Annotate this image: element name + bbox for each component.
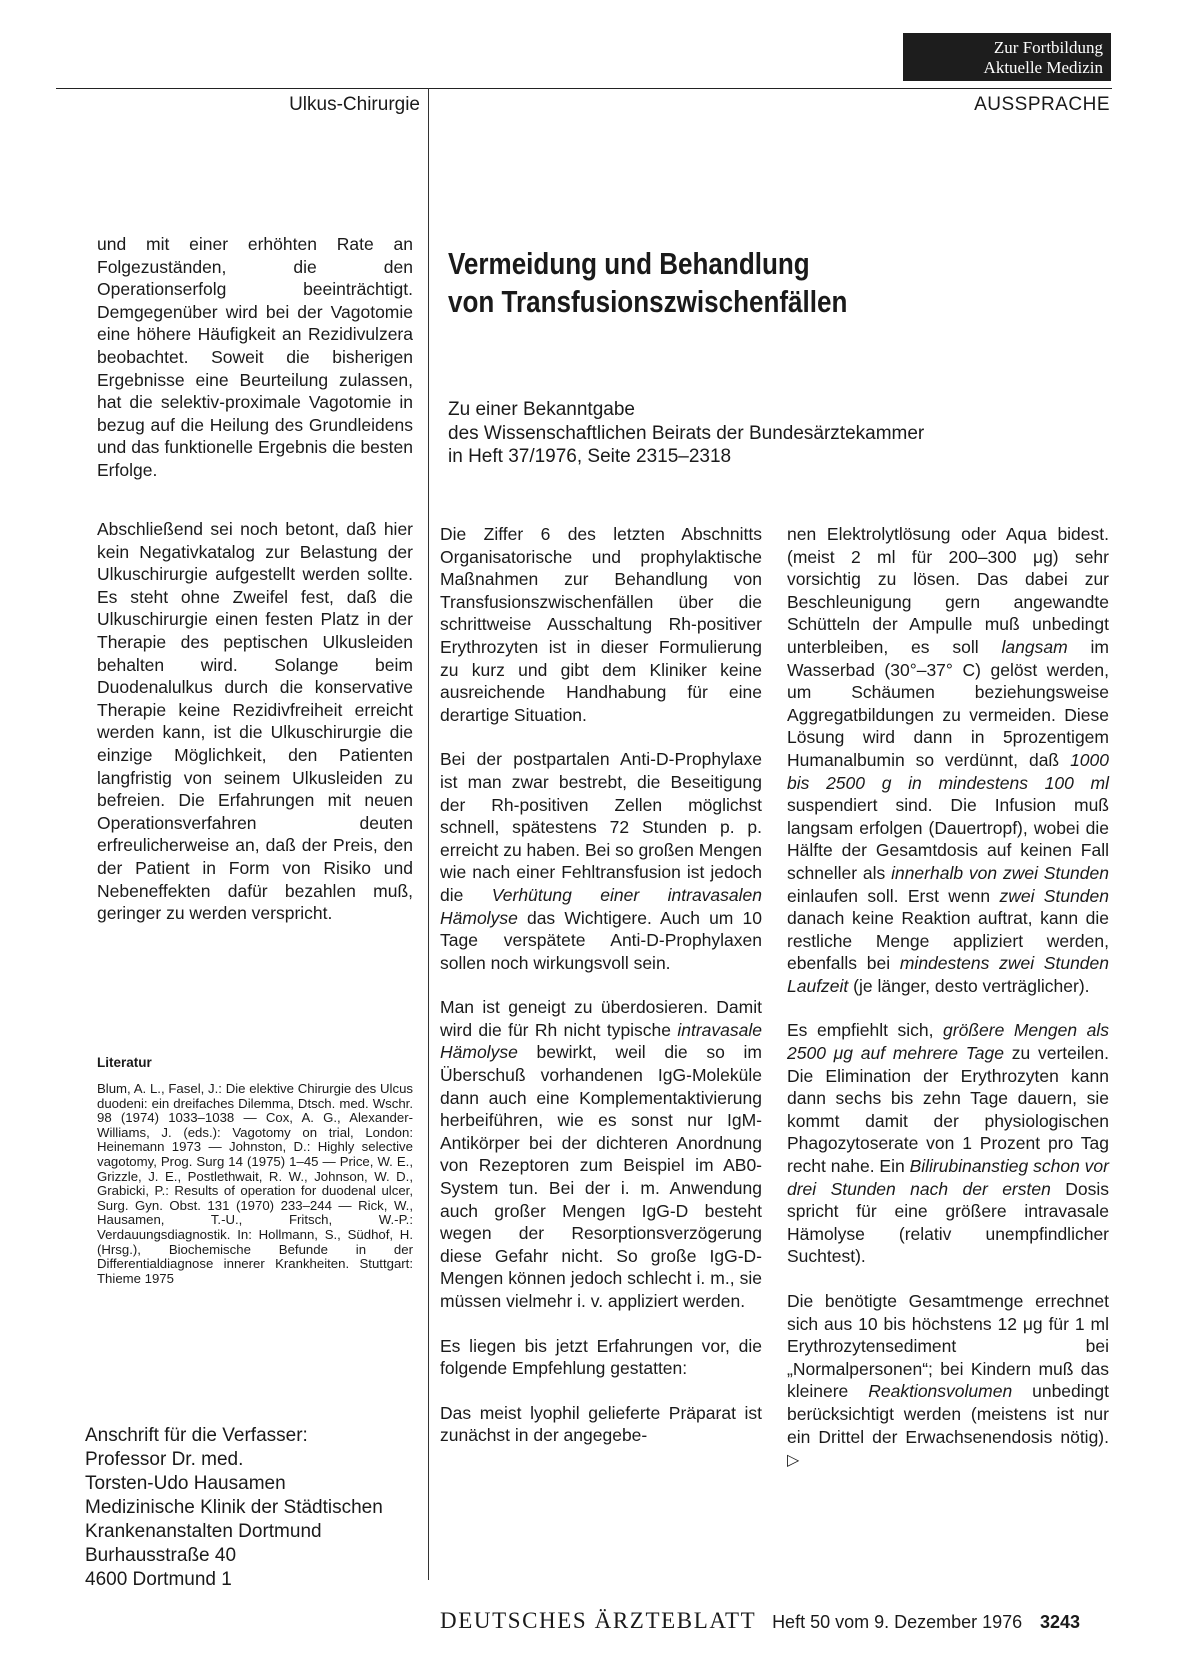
address-line: Anschrift für die Verfasser: bbox=[85, 1425, 308, 1446]
left-column-continued bbox=[97, 233, 413, 504]
right-paragraph-1 bbox=[787, 523, 1109, 997]
text-run: Die benötigte Gesamtmenge errechnet sich aus 10 bis höchstens 12 μg für 1 ml Erythrozytensediment bei „Normalpersonen“; bei Kindern muß das kleinere bbox=[787, 1291, 1109, 1402]
address-line: Medizinische Klinik der Städtischen bbox=[85, 1497, 383, 1518]
text-run: einlaufen soll. Erst wenn bbox=[787, 885, 1000, 906]
section-badge bbox=[903, 33, 1111, 81]
section-label-right: AUSSPRACHE bbox=[974, 94, 1110, 115]
text-run: danach keine Reaktion auftrat, kann die restliche Menge appliziert werden, ebenfalls bei bbox=[787, 908, 1109, 974]
emphasis: größere Mengen als 2500 μg auf mehrere Tage bbox=[787, 1020, 1109, 1064]
intro-line-3: in Heft 37/1976, Seite 2315–2318 bbox=[448, 446, 732, 467]
references: Blum, A. L., Fasel, J.: Die elektive Chirurgie des Ulcus duodeni: ein dreifaches Dilemma, Dtsch. med. Wschr. 98 (1974) 1033–1038 — Cox, A. G., Alexander-Williams, J. (eds.): Vagotomy on trial, London: Heinemann 1973 — Johnston, D.: Highly selective vagotomy, Prog. Surg 14 (1975) 1–45 — Price, W. E., Grizzle, J. E., Postlethwait, R. W., Johnson, W. D., Grabicki, P.: Results of operation for duodenal ulcer, Surg. Gyn. Obst. 131 (1970) 233–244 — Rick, W., Hausamen, T.-U., Fritsch, W.-P.: Verdauungsdiagnostik. In: Hollmann, S., Südhof, H. (Hrsg.), Biochemische Befunde in der Differentialdiagnose innerer Krankheiten. Stuttgart: Thieme 1975 bbox=[97, 1081, 413, 1286]
left-paragraph-2: Abschließend sei noch betont, daß hier kein Negativkatalog zur Belastung der Ulkuschirurgie aufgestellt werden sollte. Es steht ohne Zweifel fest, daß die Ulkuschirurgie einen festen Platz in der Therapie des peptischen Ulkusleiden behalten wird. Solange beim Duodenalulkus durch die konservative Therapie keine Rezidivfreiheit erreicht werden kann, ist die Ulkuschirurgie die einzige Möglichkeit, den Patienten langfristig von seinem Ulkusleiden zu befreien. Die Erfahrungen mit neuen Operationsverfahren deuten erfreulicherweise an, daß der Preis, den der Patient in Form von Risiko und Nebeneffekten dafür bezahlen muß, geringer zu werden verspricht. bbox=[97, 519, 413, 924]
text-run: (je länger, desto verträglicher). bbox=[848, 975, 1090, 996]
emphasis: Bilirubinanstieg schon vor drei Stunden nach der ersten bbox=[787, 1156, 1109, 1199]
middle-column bbox=[440, 523, 762, 1469]
title-line-2: von Transfusionszwischenfällen bbox=[448, 284, 848, 319]
text-run: unbedingt berücksichtigt werden (meistens ist nur ein Drittel der Erwachsenendosis nötig). bbox=[787, 1381, 1109, 1447]
text-run: das Wichtigere. Auch um 10 Tage verspätete Anti-D-Prophylaxen sollen noch wirkungsvoll sein. bbox=[440, 907, 762, 973]
emphasis: zwei Stunden bbox=[999, 885, 1109, 906]
text-run: Dosis spricht für eine größere intravasale Hämolyse (relativ unempfindlicher Suchtest). bbox=[787, 1178, 1109, 1267]
text-run: im Wasserbad (30°–37° C) gelöst werden, um Schäumen beziehungsweise Aggregatbildungen zu vermeiden. Diese Lösung wird dann in 5prozentigem Humanalbumin so verdünnt, daß bbox=[787, 636, 1109, 770]
left-column-conclusion bbox=[97, 518, 413, 947]
emphasis: intravasale Hämolyse bbox=[440, 1019, 762, 1063]
intro-line-2: des Wissenschaftlichen Beirats der Bundesärztekammer bbox=[448, 422, 925, 444]
badge-line-1: Zur Fortbildung bbox=[993, 38, 1103, 57]
middle-paragraph-1: Die Ziffer 6 des letzten Abschnitts Organisatorische und prophylaktische Maßnahmen zur Behandlung von Transfusionszwischenfällen über die schrittweise Ausschaltung Rh-positiver Erythrozyten ist in dieser Formulierung zu kurz und gibt dem Kliniker keine ausreichende Handhabung für eine derartige Situation. bbox=[440, 524, 762, 725]
emphasis: Reaktionsvolumen bbox=[868, 1381, 1013, 1402]
address-line: 4600 Dortmund 1 bbox=[85, 1569, 232, 1590]
literature-heading: Literatur bbox=[97, 1055, 152, 1070]
address-line: Krankenanstalten Dortmund bbox=[85, 1521, 322, 1542]
address-line: Torsten-Udo Hausamen bbox=[85, 1473, 286, 1494]
top-rule bbox=[56, 88, 1112, 89]
emphasis: innerhalb von zwei Stunden bbox=[891, 862, 1109, 883]
page-footer bbox=[440, 1608, 1080, 1634]
text-run: nen Elektrolytlösung oder Aqua bidest. (meist 2 ml für 200–300 μg) sehr vorsichtig zu lösen. Das dabei zur Beschleunigung gern angewandte Schütteln der Ampulle muß unbedingt unterbleiben, es soll bbox=[787, 524, 1109, 657]
middle-paragraph-2 bbox=[440, 748, 762, 974]
emphasis: langsam bbox=[1001, 636, 1068, 657]
emphasis: Verhütung einer intravasalen Hämolyse bbox=[440, 884, 763, 928]
left-paragraph-1: und mit einer erhöhten Rate an Folgezuständen, die den Operationserfolg beeinträchtigt. Demgegenüber wird bei der Vagotomie eine höhere Häufigkeit an Rezidivulzera beobachtet. Soweit die bisherigen Ergebnisse eine Beurteilung zulassen, hat die selektiv-proximale Vagotomie in bezug auf die Heilung des Grundleidens und das funktionelle Ergebnis die besten Erfolge. bbox=[97, 234, 413, 480]
column-divider bbox=[428, 88, 429, 1580]
middle-paragraph-5: Das meist lyophil gelieferte Präparat ist zunächst in der angegebe- bbox=[440, 1402, 762, 1446]
right-paragraph-2 bbox=[787, 1019, 1109, 1268]
address-line: Professor Dr. med. bbox=[85, 1449, 244, 1470]
middle-paragraph-3 bbox=[440, 996, 762, 1312]
section-label-left: Ulkus-Chirurgie bbox=[289, 94, 420, 115]
emphasis: 1000 bis 2500 g in mindestens 100 ml bbox=[787, 749, 1109, 793]
badge-line-2: Aktuelle Medizin bbox=[983, 58, 1103, 77]
page-number: 3243 bbox=[1039, 1612, 1080, 1632]
emphasis: mindestens zwei Stunden Laufzeit bbox=[787, 953, 1109, 996]
article-title bbox=[448, 245, 1002, 321]
title-line-1: Vermeidung und Behandlung bbox=[448, 246, 810, 281]
right-paragraph-3 bbox=[787, 1290, 1109, 1473]
article-intro bbox=[448, 398, 1108, 469]
issue-info: Heft 50 vom 9. Dezember 1976 bbox=[772, 1612, 1023, 1632]
journal-masthead: DEUTSCHES ÄRZTEBLATT bbox=[440, 1608, 757, 1633]
continue-arrow-icon: ▷ bbox=[787, 1452, 800, 1470]
text-run: Es empfiehlt sich, bbox=[787, 1020, 944, 1041]
address-line: Burhausstraße 40 bbox=[85, 1545, 237, 1566]
text-run: bewirkt, weil die so im Überschuß vorhandenen IgG-Moleküle dann auch eine Komplementaktivierung herbeiführen, wie es sonst nur IgM-Antikörper bei der dichteren Anordnung von Rezeptoren zum Beispiel im AB0-System tun. Bei der i. m. Anwendung auch großer Mengen IgG-D besteht wegen der Resorptionsverzögerung diese Gefahr nicht. So große IgG-D-Mengen können jedoch schlecht i. m., sie müssen vielmehr i. v. appliziert werden. bbox=[440, 1042, 762, 1311]
text-run: Bei der postpartalen Anti-D-Prophylaxe ist man zwar bestrebt, die Beseitigung der Rh-positiven Zellen möglichst schnell, spätestens 72 Stunden p. p. erreicht zu haben. Bei so großen Mengen wie nach einer Fehltransfusion ist jedoch die bbox=[440, 749, 762, 905]
text-run: zu verteilen. Die Elimination der Erythrozyten kann dann sechs bis zehn Tage dauern, sie kommt damit der physiologischen Phagozytoserate von 1 Prozent pro Tag recht nahe. Ein bbox=[787, 1043, 1109, 1177]
text-run: Man ist geneigt zu überdosieren. Damit wird die für Rh nicht typische bbox=[440, 997, 762, 1040]
author-address bbox=[85, 1424, 415, 1592]
middle-paragraph-4: Es liegen bis jetzt Erfahrungen vor, die folgende Empfehlung gestatten: bbox=[440, 1335, 762, 1379]
intro-line-1: Zu einer Bekanntgabe bbox=[448, 399, 635, 420]
text-run: suspendiert sind. Die Infusion muß langsam erfolgen (Dauertropf), wobei die Hälfte der Gesamtdosis auf keinen Fall schneller als bbox=[787, 795, 1109, 883]
right-column bbox=[787, 523, 1109, 1495]
